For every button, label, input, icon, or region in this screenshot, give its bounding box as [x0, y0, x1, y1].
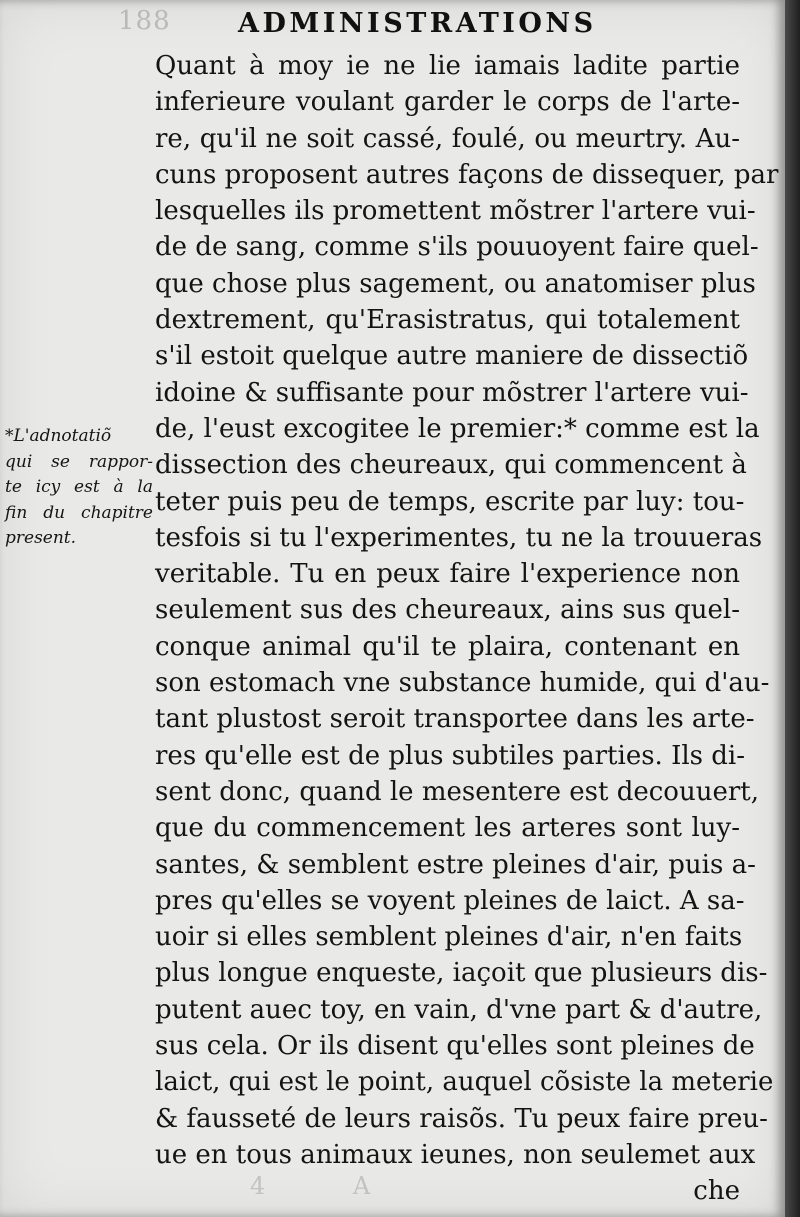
marginal-note-line: fin du chapitre: [5, 502, 153, 523]
text-line: laict, qui est le point, auquel cõsiste la meterie: [155, 1067, 774, 1098]
text-line: sent donc, quand le mesentere est decouuert,: [155, 776, 759, 807]
marginal-note-line: *L'adnotatiõ: [5, 426, 112, 446]
text-line: santes, & semblent estre pleines d'air, puis a-: [155, 849, 756, 880]
text-line: que chose plus sagement, ou anatomiser plus: [155, 268, 756, 299]
text-line: inferieure voulant garder le corps de l'arte-: [155, 87, 740, 118]
text-line: putent auec toy, en vain, d'vne part & d'autre,: [155, 994, 763, 1025]
text-line: cuns proposent autres façons de dissequer, par: [155, 159, 779, 190]
text-line: seulement sus des cheureaux, ains sus quel-: [155, 595, 740, 626]
text-line: plus longue enqueste, iaçoit que plusieurs dis-: [155, 958, 768, 989]
running-title: ADMINISTRATIONS: [238, 8, 597, 39]
text-line: Quant à moy ie ne lie iamais ladite partie: [155, 51, 740, 81]
text-line: & fausseté de leurs raisõs. Tu peux faire preu-: [155, 1103, 768, 1134]
text-line: s'il estoit quelque autre maniere de dissectiõ: [155, 341, 749, 372]
text-line: ue en tous animaux ieunes, non seulemet aux: [155, 1139, 756, 1170]
marginal-note: [5, 424, 153, 552]
text-line: lesquelles ils promettent mõstrer l'artere vui-: [155, 196, 756, 227]
text-line: teter puis peu de temps, escrite par luy: tou-: [155, 486, 745, 517]
text-line: tesfois si tu l'experimentes, tu ne la trouueras: [155, 522, 763, 553]
text-line: de de sang, comme s'ils pouuoyent faire quel-: [155, 232, 759, 263]
catchword: che: [693, 1176, 740, 1207]
text-line: que du commencement les arteres sont luy-: [155, 813, 740, 844]
text-line: sus cela. Or ils disent qu'elles sont pleines de: [155, 1031, 755, 1062]
signature-mark: 4 A: [250, 1172, 411, 1200]
text-line: de, l'eust excogitee le premier:* comme est la: [155, 413, 760, 444]
text-line: idoine & suffisante pour mõstrer l'artere vui-: [155, 377, 749, 408]
marginal-note-line: qui se rappor-: [5, 451, 153, 472]
text-line: dissection des cheureaux, qui commencent à: [155, 450, 747, 481]
text-line: son estomach vne substance humide, qui d'au-: [155, 668, 770, 699]
book-edge-shadow: [785, 0, 800, 1217]
text-line: res qu'elle est de plus subtiles parties. Ils di-: [155, 740, 746, 771]
text-line: pres qu'elles se voyent pleines de laict. A sa-: [155, 885, 745, 916]
text-line: tant plustost seroit transportee dans les arte-: [155, 704, 755, 735]
text-line: re, qu'il ne soit cassé, foulé, ou meurtry. Au-: [155, 123, 740, 154]
body-text: [155, 48, 779, 1210]
text-line: dextrement, qu'Erasistratus, qui totalement: [155, 305, 740, 336]
marginal-note-line: present.: [5, 528, 77, 548]
text-line: uoir si elles semblent pleines d'air, n'en faits: [155, 922, 743, 953]
text-line: conque animal qu'il te plaira, contenant en: [155, 631, 740, 662]
text-line: veritable. Tu en peux faire l'experience non: [155, 559, 740, 590]
marginal-note-line: te icy est à la: [5, 477, 153, 497]
page-number: 188: [118, 6, 171, 36]
